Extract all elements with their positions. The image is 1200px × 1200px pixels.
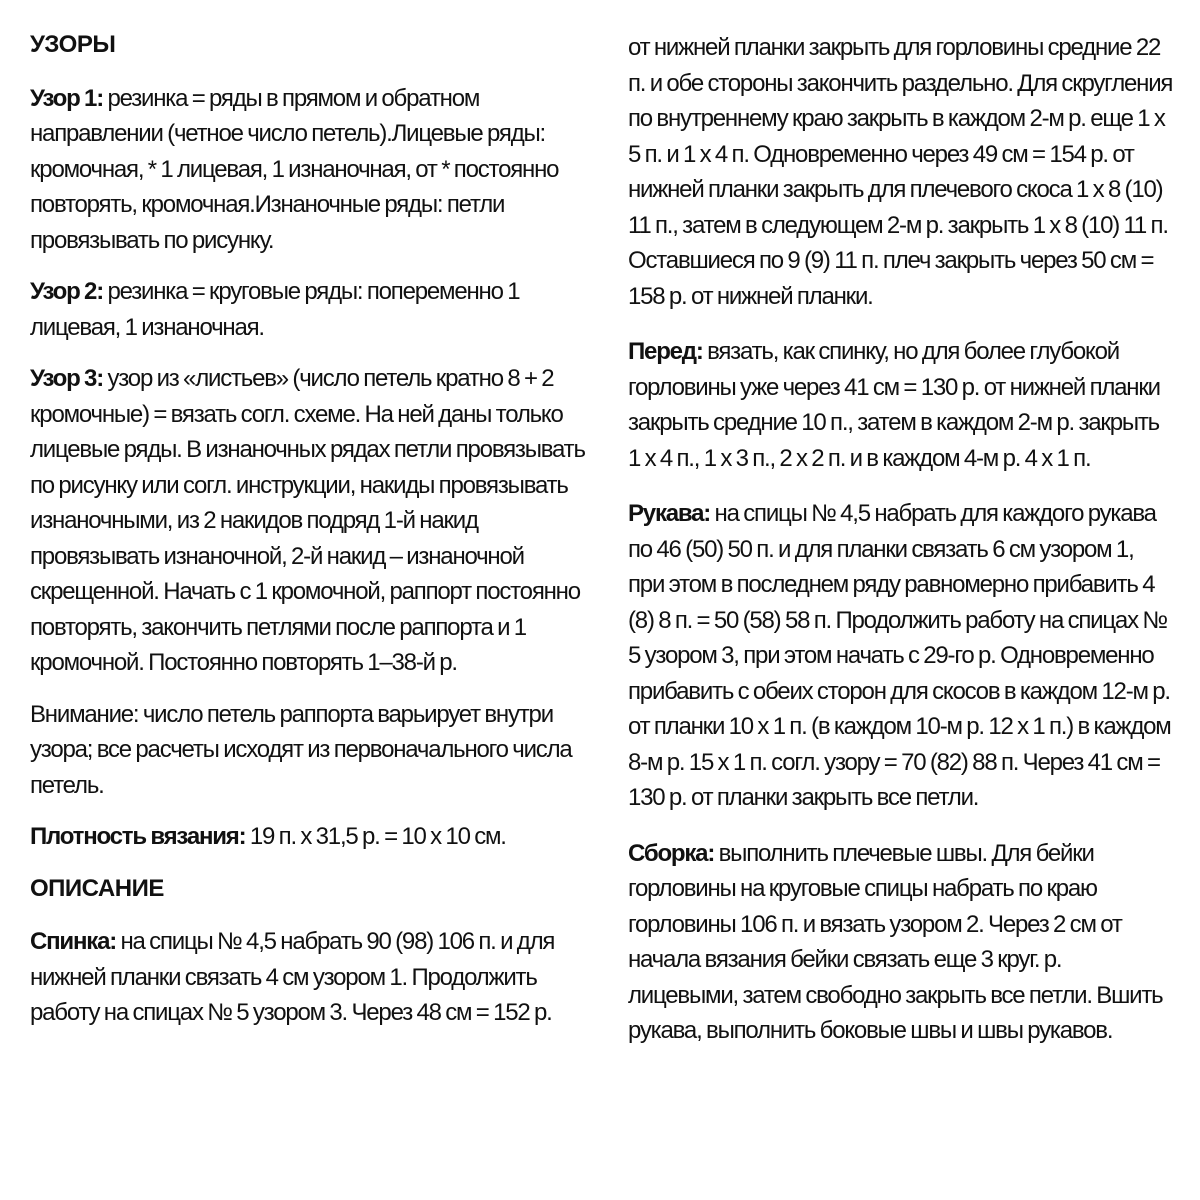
section-heading-patterns: УЗОРЫ [30, 31, 116, 58]
density-label: Плотность вязания: [30, 823, 246, 850]
left-column [30, 27, 590, 1047]
pattern-2-paragraph [30, 274, 590, 345]
pattern-2-text: резинка = круговые ряды: попеременно 1 лицевая, 1 изнаночная. [30, 278, 520, 341]
assembly-paragraph [628, 836, 1173, 1049]
density-text: 19 п. х 31,5 р. = 10 х 10 см. [245, 823, 506, 850]
back-text: на спицы № 4,5 набрать 90 (98) 106 п. и для нижней планки связать 4 см узором 1. Продолжить работу на спицах № 5 узором 3. Через 48 см = 152 р. [30, 928, 555, 1026]
pattern-1-paragraph [30, 81, 590, 259]
pattern-1-text: резинка = ряды в прямом и обратном направлении (четное число петель).Лицевые ряды: кромочная, * 1 лицевая, 1 изнаночная, от * постоянно повторять, кромочная.Изнаночные ряды: петли провязывать по рисунку. [30, 84, 559, 254]
pattern-1-label: Узор 1: [30, 84, 103, 112]
front-paragraph [628, 334, 1173, 476]
back-label: Спинка: [30, 928, 117, 955]
front-label: Перед: [628, 338, 703, 365]
sleeves-paragraph [628, 496, 1173, 816]
sleeves-text: на спицы № 4,5 набрать для каждого рукава по 46 (50) 50 п. и для планки связать 6 см узором 1, при этом в последнем ряду равномерно прибавить 4 (8) 8 п. = 50 (58) 58 п. Продолжить работу на спицах № 5 узором 3, при этом начать с 29-го р. Одновременно прибавить с обеих сторон для скосов в каждом 12-м р. от планки 10 х 1 п. (в каждом 10-м р. 12 х 1 п.) в каждом 8-м р. 15 х 1 п. согл. узору = 70 (82) 88 п. Через 41 см = 130 р. от планки закрыть все петли. [628, 500, 1171, 811]
pattern-3-label: Узор 3: [30, 365, 103, 392]
front-text: вязать, как спинку, но для более глубокой горловины уже через 41 см = 130 р. от нижней планки закрыть средние 10 п., затем в каждом 2-м р. закрыть 1 х 4 п., 1 х 3 п., 2 х 2 п. и в каждом 4-м р. 4 х 1 п. [628, 338, 1160, 472]
pattern-3-text: узор из «листьев» (число петель кратно 8 + 2 кромочные) = вязать согл. схеме. На ней даны только лицевые ряды. В изнаночных рядах петли провязывать по рисунку или согл. инструкции, накиды провязывать изнаночными, из 2 накидов подряд 1-й накид провязывать изнаночной, 2-й накид – изнаночной скрещенной. Начать с 1 кромочной, раппорт постоянно повторять, закончить петлями после раппорта и 1 кромочной. Постоянно повторять 1–38-й р. [30, 365, 585, 676]
attention-paragraph: Внимание: число петель раппорта варьирует внутри узора; все расчеты исходят из первоначального числа петель. [30, 700, 572, 799]
density-paragraph [30, 819, 590, 855]
back-continued-paragraph: от нижней планки закрыть для горловины средние 22 п. и обе стороны закончить раздельно. Для скругления по внутреннему краю закрыть в каждом 2-м р. еще 1 х 5 п. и 1 х 4 п. Одновременно через 49 см = 154 р. от нижней планки закрыть для плечевого скоса 1 х 8 (10) 11 п., затем в следующем 2-м р. закрыть 1 х 8 (10) 11 п. Оставшиеся по 9 (9) 11 п. плеч закрыть через 50 см = 158 р. от нижней планки. [628, 34, 1173, 310]
sleeves-label: Рукава: [628, 500, 711, 527]
section-heading-description: ОПИСАНИЕ [30, 874, 164, 902]
back-paragraph [30, 924, 590, 1031]
right-column [628, 30, 1173, 1065]
pattern-3-paragraph [30, 361, 590, 681]
assembly-label: Сборка: [628, 839, 715, 867]
pattern-2-label: Узор 2: [30, 278, 103, 305]
assembly-text: выполнить плечевые швы. Для бейки горловины на круговые спицы набрать по краю горловины 106 п. и вязать узором 2. Через 2 см от начала вязания бейки связать еще 3 круг. р. лицевыми, затем свободно закрыть все петли. Вшить рукава, выполнить боковые швы и швы рукавов. [628, 839, 1163, 1044]
